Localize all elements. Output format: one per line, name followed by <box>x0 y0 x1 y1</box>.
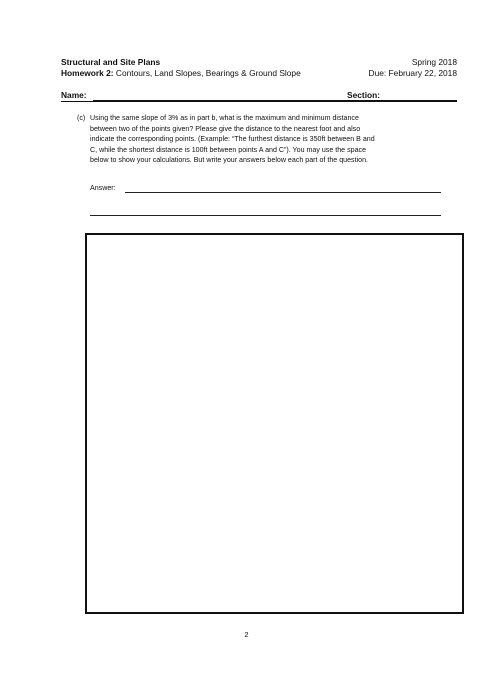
homework-heading <box>61 68 301 78</box>
question-label: (c) <box>77 114 86 122</box>
question-text <box>90 113 460 166</box>
question-line: C, while the shortest distance is 100ft between points A and C”). You may use the space <box>90 145 367 154</box>
answer-label: Answer: <box>90 184 116 192</box>
header-row-2 <box>61 68 457 78</box>
answer-field-line-1[interactable] <box>125 192 441 193</box>
homework-label: Homework 2: <box>61 68 114 78</box>
header-divider <box>61 101 457 102</box>
course-title: Structural and Site Plans <box>61 57 161 67</box>
question-line: indicate the corresponding points. (Example: “The furthest distance is 350ft between B and <box>90 135 375 144</box>
term: Spring 2018 <box>411 57 457 67</box>
calculation-box[interactable] <box>85 233 464 614</box>
homework-title: Contours, Land Slopes, Bearings & Ground Slope <box>113 68 301 78</box>
page-number: 2 <box>244 630 249 639</box>
question-line: below to show your calculations. But write your answers below each part of the question. <box>90 156 368 165</box>
answer-field-line-2[interactable] <box>90 215 441 216</box>
header-row-1 <box>61 57 457 67</box>
name-label: Name: <box>61 90 87 100</box>
due-date: Due: February 22, 2018 <box>368 68 457 78</box>
section-label: Section: <box>347 90 381 100</box>
question-line: between two of the points given? Please give the distance to the nearest foot and also <box>90 124 361 133</box>
question-line: Using the same slope of 3% as in part b, what is the maximum and minimum distance <box>90 114 359 122</box>
